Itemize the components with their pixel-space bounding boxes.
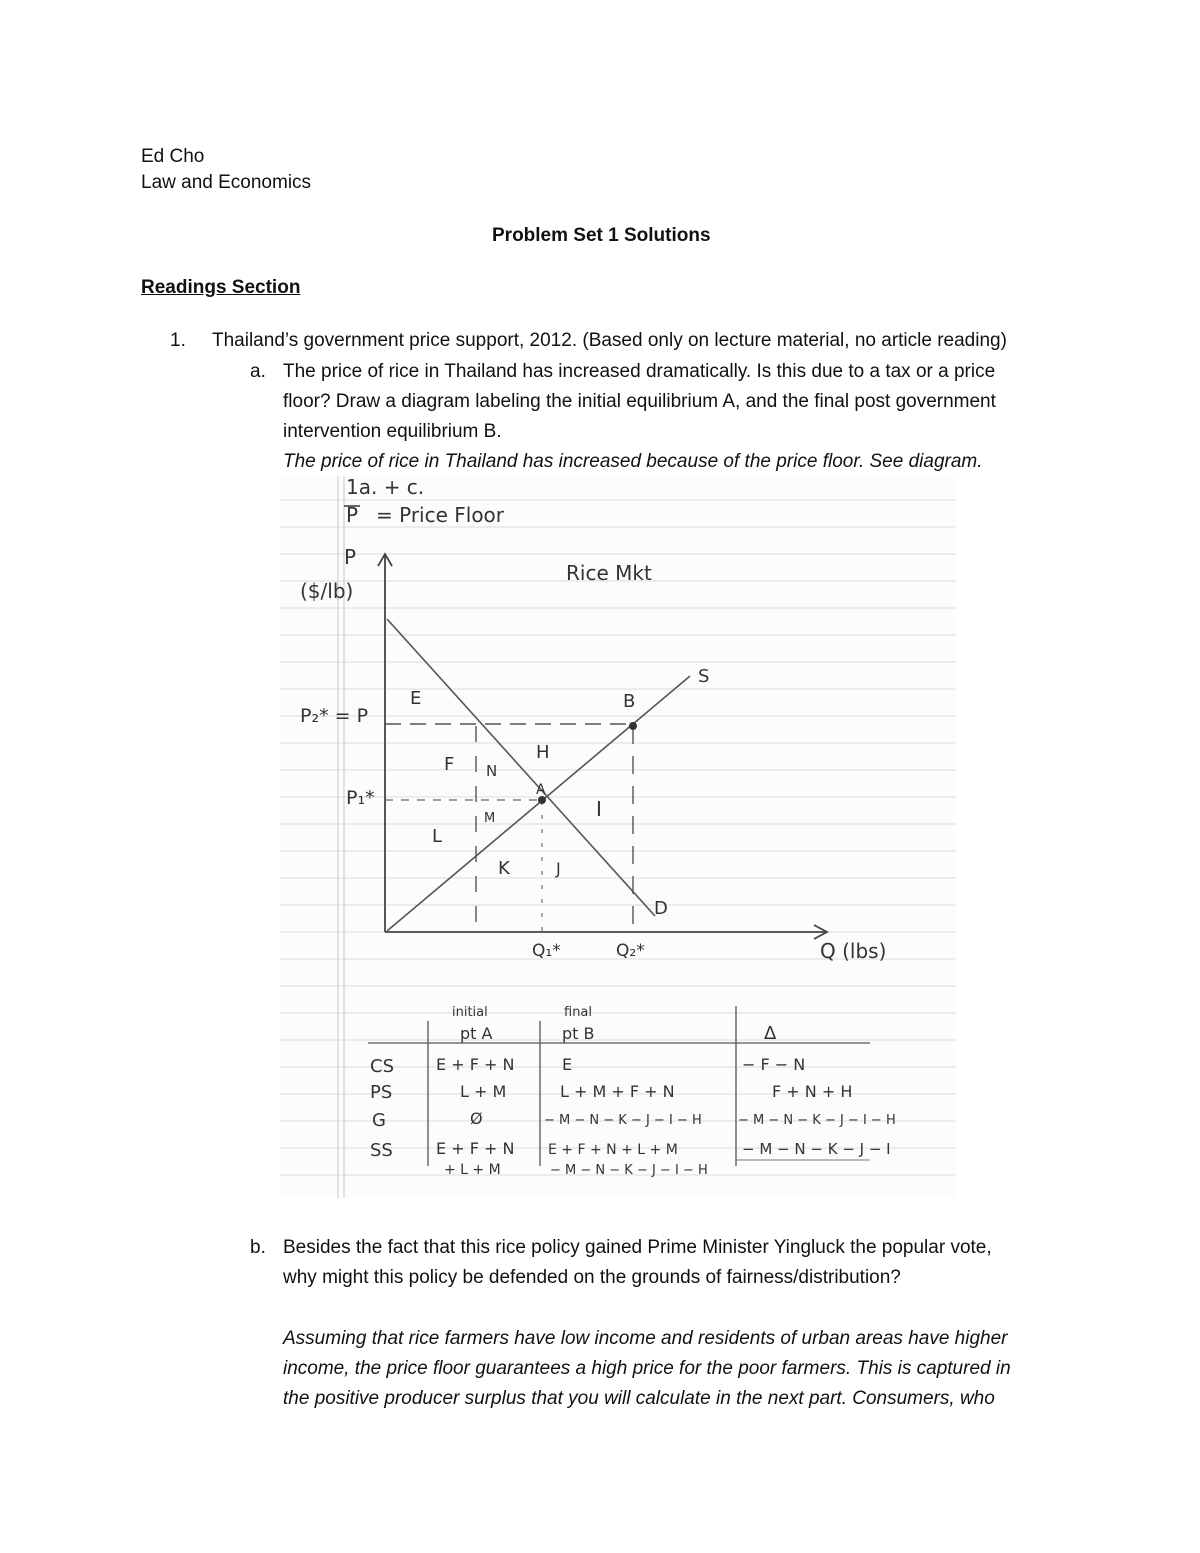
cell: Ø: [470, 1109, 483, 1128]
part-a-line: floor? Draw a diagram labeling the initial equilibrium A, and the final post government: [283, 391, 996, 412]
part-b-marker: b.: [250, 1237, 266, 1258]
supply-label: S: [698, 666, 710, 687]
cell: − M − N − K − J − I − H: [738, 1113, 896, 1128]
cell: E + F + N: [436, 1055, 515, 1074]
part-a-answer: The price of rice in Thailand has increased because of the price floor. See diagram.: [283, 451, 983, 472]
area-f: F: [444, 754, 455, 775]
cell: − F − N: [742, 1055, 806, 1074]
col-initial: pt A: [460, 1024, 493, 1043]
area-k: K: [498, 858, 510, 879]
col-final: pt B: [562, 1024, 595, 1043]
cell: F + N + H: [772, 1082, 853, 1101]
sketch-header-2: = Price Floor: [376, 503, 505, 527]
cell: − M − N − K − J − I: [742, 1140, 891, 1158]
col-final-top: final: [564, 1005, 593, 1020]
area-n: N: [486, 762, 498, 780]
row-label: PS: [370, 1082, 393, 1103]
course-name: Law and Economics: [141, 172, 312, 193]
part-b-answer-line: Assuming that rice farmers have low income and residents of urban areas have higher: [283, 1328, 1008, 1349]
author-name: Ed Cho: [141, 146, 205, 167]
cell: − M − N − K − J − I − H: [550, 1163, 708, 1178]
col-initial-top: initial: [452, 1005, 488, 1020]
cell: E + F + N: [436, 1139, 515, 1158]
cell: L + M: [460, 1082, 507, 1101]
demand-label: D: [654, 898, 668, 919]
area-j: J: [556, 859, 561, 878]
row-label: G: [372, 1110, 386, 1131]
col-delta: Δ: [764, 1023, 777, 1044]
market-label: Rice Mkt: [566, 561, 652, 585]
row-label: CS: [370, 1056, 394, 1077]
document-title: Problem Set 1 Solutions: [492, 225, 711, 246]
point-b-label: B: [623, 691, 636, 712]
cell: + L + M: [444, 1162, 501, 1178]
section-heading: Readings Section: [141, 277, 301, 298]
q1-label: Q₁*: [532, 941, 561, 961]
question-1-number: 1.: [170, 330, 186, 351]
cell: L + M + F + N: [560, 1082, 675, 1101]
area-h: H: [536, 742, 550, 763]
question-1-text: Thailand’s government price support, 2012. (Based only on lecture material, no article reading): [212, 330, 1007, 351]
part-a-marker: a.: [250, 361, 266, 382]
q2-label: Q₂*: [616, 941, 645, 961]
part-b-answer-line: income, the price floor guarantees a high price for the poor farmers. This is captured in: [283, 1358, 1011, 1379]
point-a-label: A: [536, 782, 546, 798]
row-label: SS: [370, 1140, 393, 1161]
p1-label: P₁*: [346, 787, 375, 809]
part-b-line: why might this policy be defended on the grounds of fairness/distribution?: [283, 1267, 901, 1288]
price-floor-label: P₂* = P: [300, 705, 369, 727]
cell: E + F + N + L + M: [548, 1142, 678, 1158]
y-axis-label: P: [344, 545, 357, 569]
sketch-header-1: 1a. + c.: [346, 476, 425, 499]
area-i: I: [596, 797, 602, 821]
handwritten-diagram: [280, 476, 956, 1198]
equilibrium-b: [629, 722, 637, 730]
part-a-line: intervention equilibrium B.: [283, 421, 502, 442]
area-l: L: [432, 826, 443, 847]
part-b-answer-line: the positive producer surplus that you will calculate in the next part. Consumers, who: [283, 1388, 995, 1409]
y-axis-units: ($/lb): [300, 579, 354, 603]
sketch-price-floor-symbol: P: [346, 503, 359, 527]
cell: E: [562, 1055, 573, 1074]
part-a-line: The price of rice in Thailand has increased dramatically. Is this due to a tax or a price: [283, 361, 996, 382]
x-axis-label: Q (lbs): [820, 939, 887, 963]
area-m: M: [484, 811, 496, 826]
part-b-line: Besides the fact that this rice policy gained Prime Minister Yingluck the popular vote,: [283, 1237, 992, 1258]
cell: − M − N − K − J − I − H: [544, 1113, 702, 1128]
area-e: E: [410, 688, 422, 709]
